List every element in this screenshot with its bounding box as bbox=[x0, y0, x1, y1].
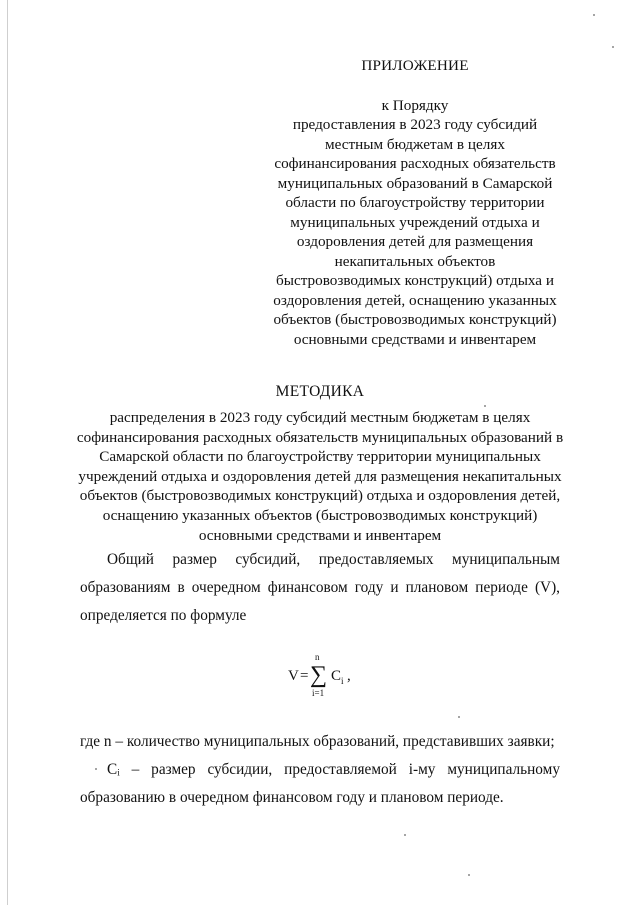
appendix-line: местным бюджетам в целях bbox=[325, 135, 505, 153]
scan-speck bbox=[484, 405, 486, 407]
scan-speck bbox=[593, 14, 595, 16]
subtitle-line: Самарской области по благоустройству территории муниципальных bbox=[99, 448, 541, 466]
document-subtitle bbox=[70, 408, 570, 545]
paragraph-line: определяется по формуле bbox=[80, 607, 247, 624]
formula-comma: , bbox=[347, 668, 351, 684]
paragraph-where bbox=[80, 728, 560, 756]
subtitle-line: учреждений отдыха и оздоровления детей для размещения некапитальных bbox=[78, 467, 562, 485]
paragraph-line: образованиям в очередном финансовом году и плановом периоде (V), bbox=[80, 579, 560, 596]
paragraph-total-subsidy bbox=[80, 546, 560, 630]
appendix-line: к Порядку bbox=[381, 96, 449, 114]
subtitle-line: оснащению указанных объектов (быстровозводимых конструкций) bbox=[102, 506, 538, 524]
subtitle-line: софинансирования расходных обязательств муниципальных образований в bbox=[76, 428, 564, 446]
appendix-line: некапитальных объектов bbox=[334, 252, 496, 270]
appendix-line: области по благоустройству территории bbox=[285, 194, 545, 211]
appendix-heading: ПРИЛОЖЕНИЕ bbox=[361, 57, 469, 74]
appendix-line: быстровозводимых конструкций) отдыха и bbox=[276, 272, 554, 289]
scan-speck bbox=[468, 874, 470, 876]
formula-c: C bbox=[331, 668, 342, 684]
appendix-line: предоставления в 2023 году субсидий bbox=[292, 116, 538, 133]
scan-speck bbox=[404, 834, 406, 836]
formula-equals: = bbox=[300, 668, 309, 684]
formula-c-subscript: i bbox=[341, 676, 344, 686]
scan-speck bbox=[95, 768, 97, 770]
appendix-line: софинансирования расходных обязательств bbox=[274, 155, 556, 172]
appendix-line: объектов (быстровозводимых конструкций) bbox=[273, 311, 557, 328]
formula-upper-limit: n bbox=[315, 652, 320, 662]
appendix-line: основными средствами и инвентарем bbox=[293, 330, 537, 348]
subtitle-line: объектов (быстровозводимых конструкций) отдыха и оздоровления детей, bbox=[79, 487, 561, 505]
appendix-line: муниципальных образований в Самарской bbox=[277, 174, 553, 192]
paragraph-ci-definition bbox=[80, 756, 560, 812]
appendix-line: оздоровления детей для размещения bbox=[296, 233, 534, 250]
paragraph-line: Cᵢ – размер субсидии, предоставляемой i-му муниципальному bbox=[107, 761, 560, 778]
scan-speck bbox=[458, 716, 460, 718]
formula-v: V bbox=[288, 668, 299, 684]
formula bbox=[288, 652, 368, 700]
appendix-block bbox=[270, 56, 560, 349]
subtitle-line: основными средствами и инвентарем bbox=[198, 526, 442, 544]
scan-margin-line bbox=[7, 0, 8, 905]
document-title: МЕТОДИКА bbox=[275, 383, 365, 400]
subtitle-line: распределения в 2023 году субсидий местным бюджетам в целях bbox=[109, 409, 531, 426]
appendix-line: муниципальных учреждений отдыха и bbox=[290, 213, 540, 231]
paragraph-line: где n – количество муниципальных образований, представивших заявки; bbox=[80, 733, 555, 750]
formula-lower-limit: i=1 bbox=[312, 688, 325, 698]
formula-sum-sign: ∑ bbox=[310, 662, 328, 688]
scan-speck bbox=[612, 46, 614, 48]
paragraph-line: образованию в очередном финансовом году и плановом периоде. bbox=[80, 789, 504, 806]
paragraph-line: Общий размер субсидий, предоставляемых муниципальным bbox=[107, 551, 560, 568]
appendix-line: оздоровления детей, оснащению указанных bbox=[273, 291, 557, 309]
